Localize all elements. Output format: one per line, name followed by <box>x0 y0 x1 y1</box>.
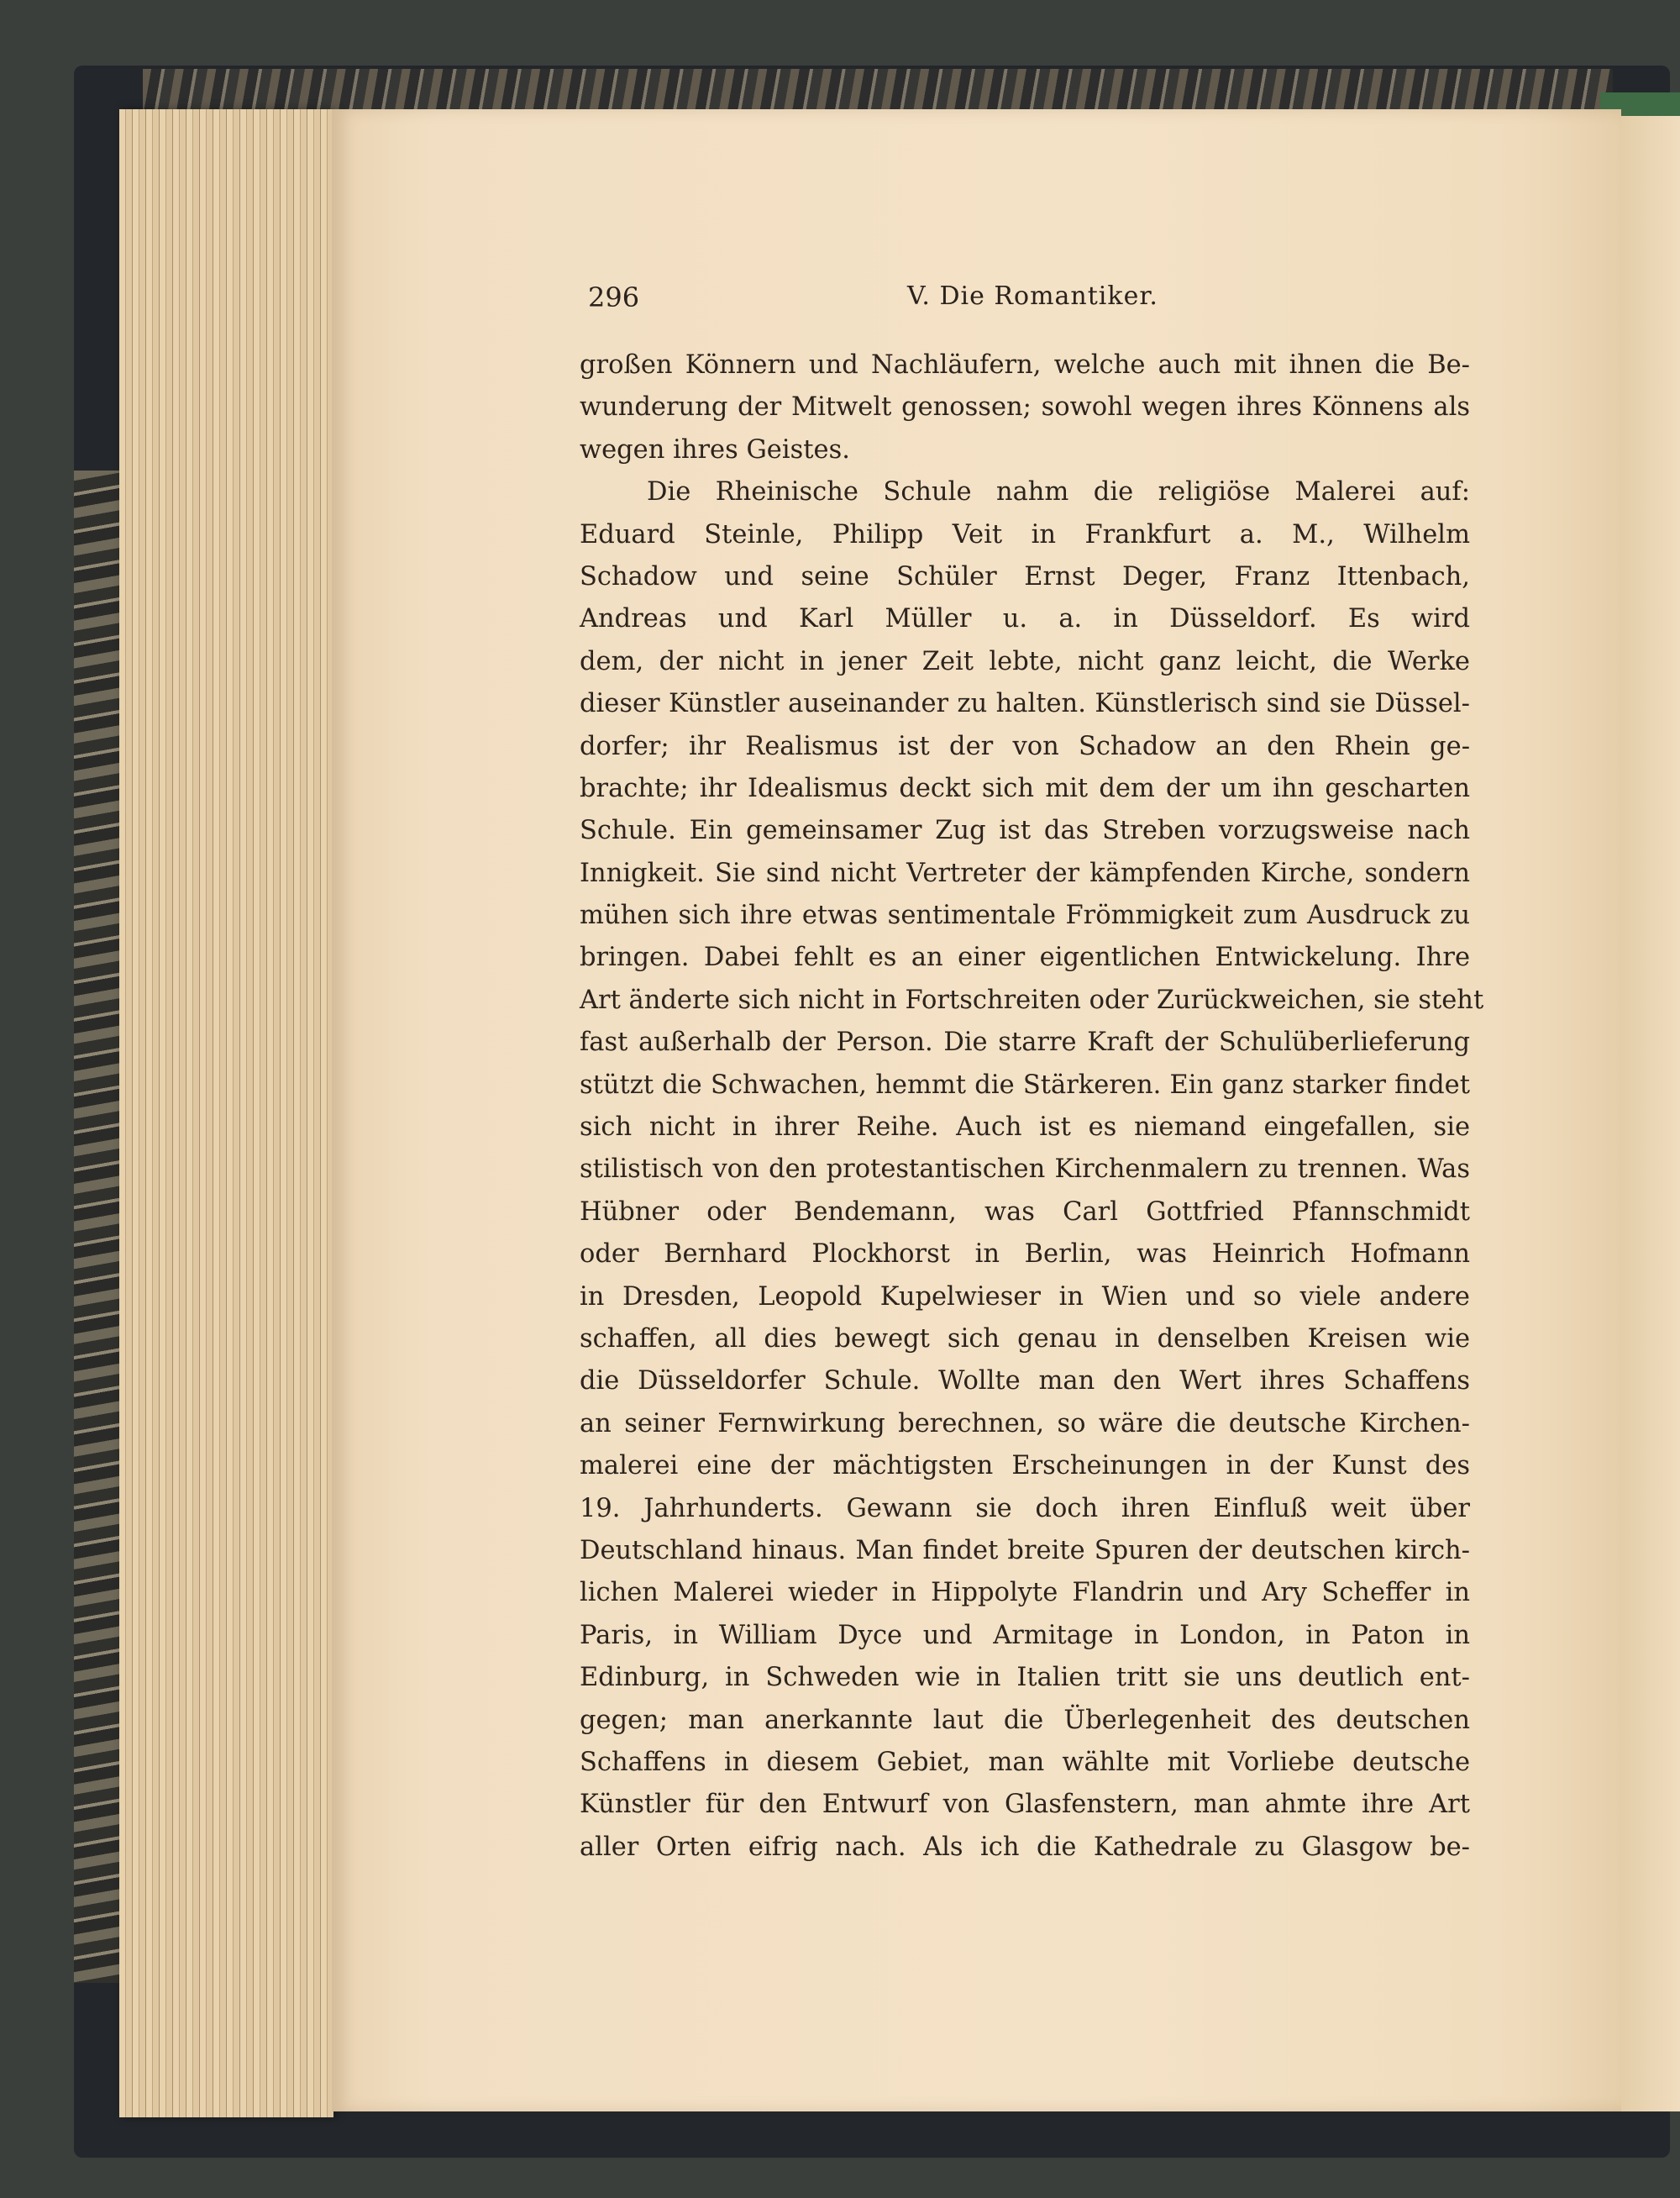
text-line: schaffen, all dies bewegt sich genau in denselben Kreisen wie <box>580 1323 1470 1354</box>
facing-page-edge <box>1620 116 1680 2111</box>
text-line: stützt die Schwachen, hemmt die Stärkeren. Ein ganz starker findet <box>580 1070 1470 1100</box>
text-line: Schaffens in diesem Gebiet, man wählte mit Vorliebe deutsche <box>580 1747 1470 1777</box>
text-line: sich nicht in ihrer Reihe. Auch ist es niemand eingefallen, sie <box>580 1112 1470 1143</box>
text-line: wegen ihres Geistes. <box>580 434 850 465</box>
text-line: Paris, in William Dyce und Armitage in London, in Paton in <box>580 1620 1470 1650</box>
page-stack <box>119 109 333 2117</box>
text-line: Hübner oder Bendemann, was Carl Gottfried Pfannschmidt <box>580 1196 1470 1227</box>
cover-marbled-edge-side <box>74 471 126 1983</box>
text-line: Eduard Steinle, Philipp Veit in Frankfurt a. M., Wilhelm <box>580 519 1470 550</box>
text-line: stilistisch von den protestantischen Kirchenmalern zu trennen. Was <box>580 1154 1470 1185</box>
text-line: Schadow und seine Schüler Ernst Deger, Franz Ittenbach, <box>580 561 1470 592</box>
text-line: Schule. Ein gemeinsamer Zug ist das Streben vorzugsweise nach <box>580 816 1470 846</box>
text-line: Die Rheinische Schule nahm die religiöse Malerei auf: <box>647 477 1470 507</box>
text-line: Künstler für den Entwurf von Glasfenstern, man ahmte ihre Art <box>580 1790 1470 1820</box>
text-line: die Düsseldorfer Schule. Wollte man den Wert ihres Schaffens <box>580 1366 1470 1396</box>
text-line: Andreas und Karl Müller u. a. in Düsseldorf. Es wird <box>580 604 1470 634</box>
text-line: mühen sich ihre etwas sentimentale Frömmigkeit zum Ausdruck zu <box>580 901 1470 931</box>
text-line: gegen; man anerkannte laut die Überlegenheit des deutschen <box>580 1705 1470 1735</box>
text-line: brachte; ihr Idealismus deckt sich mit dem der um ihn gescharten <box>580 773 1470 803</box>
text-line: Deutschland hinaus. Man findet breite Spuren der deutschen kirch- <box>580 1535 1470 1565</box>
text-line: 19. Jahrhunderts. Gewann sie doch ihren Einfluß weit über <box>580 1493 1470 1523</box>
text-line: fast außerhalb der Person. Die starre Kraft der Schulüberlieferung <box>580 1028 1470 1058</box>
text-line: bringen. Dabei fehlt es an einer eigentlichen Entwickelung. Ihre <box>580 943 1470 973</box>
body-text <box>580 344 1484 1869</box>
page-number: 296 <box>588 281 640 313</box>
text-line: an seiner Fernwirkung berechnen, so wäre die deutsche Kirchen- <box>580 1408 1470 1438</box>
page-header <box>588 281 1466 323</box>
text-line: in Dresden, Leopold Kupelwieser in Wien und so viele andere <box>580 1281 1470 1312</box>
text-line: lichen Malerei wieder in Hippolyte Flandrin und Ary Scheffer in <box>580 1578 1470 1608</box>
text-line: oder Bernhard Plockhorst in Berlin, was Heinrich Hofmann <box>580 1239 1470 1270</box>
text-line: dorfer; ihr Realismus ist der von Schadow an den Rhein ge- <box>580 731 1470 761</box>
text-line: Innigkeit. Sie sind nicht Vertreter der kämpfenden Kirche, sondern <box>580 858 1470 888</box>
text-line: Edinburg, in Schweden wie in Italien tritt sie uns deutlich ent- <box>580 1663 1470 1693</box>
text-line: großen Könnern und Nachläufern, welche auch mit ihnen die Be- <box>580 350 1470 380</box>
text-line: dieser Künstler auseinander zu halten. Künstlerisch sind sie Düssel- <box>580 689 1470 719</box>
running-head: V. Die Romantiker. <box>907 281 1158 311</box>
text-line: Art änderte sich nicht in Fortschreiten oder Zurückweichen, sie steht <box>580 985 1484 1015</box>
text-line: dem, der nicht in jener Zeit lebte, nicht ganz leicht, die Werke <box>580 646 1470 676</box>
text-line: malerei eine der mächtigsten Erscheinungen in der Kunst des <box>580 1451 1470 1481</box>
text-line: wunderung der Mitwelt genossen; sowohl wegen ihres Könnens als <box>580 392 1470 423</box>
text-line: aller Orten eifrig nach. Als ich die Kathedrale zu Glasgow be- <box>580 1832 1470 1862</box>
